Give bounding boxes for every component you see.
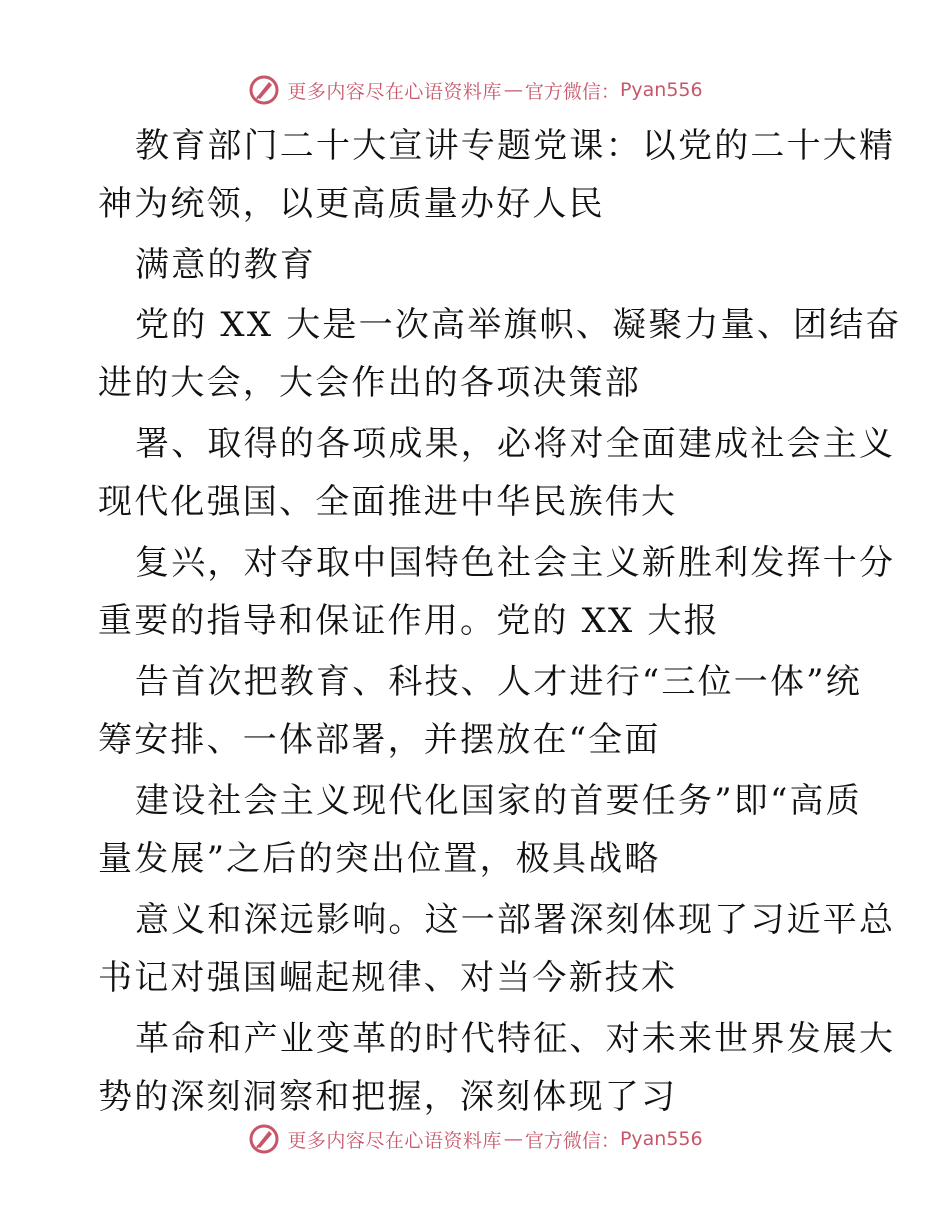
text-line: 意义和深远影响。这一部署深刻体现了习近平总 bbox=[135, 900, 896, 940]
text-line: 重要的指导和保证作用。党的 XX 大报 bbox=[98, 601, 720, 641]
text-line: 复兴，对夺取中国特色社会主义新胜利发挥十分 bbox=[135, 543, 896, 583]
text-line: 量发展”之后的突出位置，极具战略 bbox=[98, 839, 661, 879]
text-line: 筹安排、一体部署，并摆放在“全面 bbox=[98, 720, 661, 760]
header-watermark bbox=[0, 70, 950, 110]
watermark-text: 更多内容尽在心语资料库 bbox=[287, 80, 502, 103]
text-line: 势的深刻洞察和把握，深刻体现了习 bbox=[98, 1077, 678, 1117]
watermark-wechat-label: 官方微信： bbox=[524, 1129, 620, 1152]
watermark-text: 更多内容尽在心语资料库 bbox=[287, 1129, 502, 1152]
text-line: 署、取得的各项成果，必将对全面建成社会主义 bbox=[135, 424, 896, 464]
watermark-separator: — bbox=[503, 79, 523, 101]
watermark-wechat-id: Pyan556 bbox=[619, 1128, 703, 1150]
text-line: 进的大会，大会作出的各项决策部 bbox=[98, 363, 641, 403]
footer-watermark bbox=[0, 1119, 950, 1159]
text-line: 告首次把教育、科技、人才进行“三位一体”统 bbox=[135, 662, 862, 702]
watermark-separator: — bbox=[503, 1128, 523, 1150]
text-line: 教育部门二十大宣讲专题党课：以党的二十大精 bbox=[135, 126, 896, 166]
watermark-wechat-label: 官方微信： bbox=[524, 80, 620, 103]
text-line: 党的 XX 大是一次高举旗帜、凝聚力量、团结奋 bbox=[135, 305, 902, 345]
brand-logo-icon bbox=[247, 1122, 281, 1156]
text-line: 神为统领，以更高质量办好人民 bbox=[98, 184, 605, 224]
text-line: 满意的教育 bbox=[135, 245, 316, 285]
text-line: 现代化强国、全面推进中华民族伟大 bbox=[98, 482, 678, 522]
brand-logo-icon bbox=[247, 73, 281, 107]
text-line: 革命和产业变革的时代特征、对未来世界发展大 bbox=[135, 1019, 896, 1059]
watermark-wechat-id: Pyan556 bbox=[619, 79, 703, 101]
text-line: 建设社会主义现代化国家的首要任务”即“高质 bbox=[135, 781, 862, 821]
text-line: 书记对强国崛起规律、对当今新技术 bbox=[98, 958, 678, 998]
